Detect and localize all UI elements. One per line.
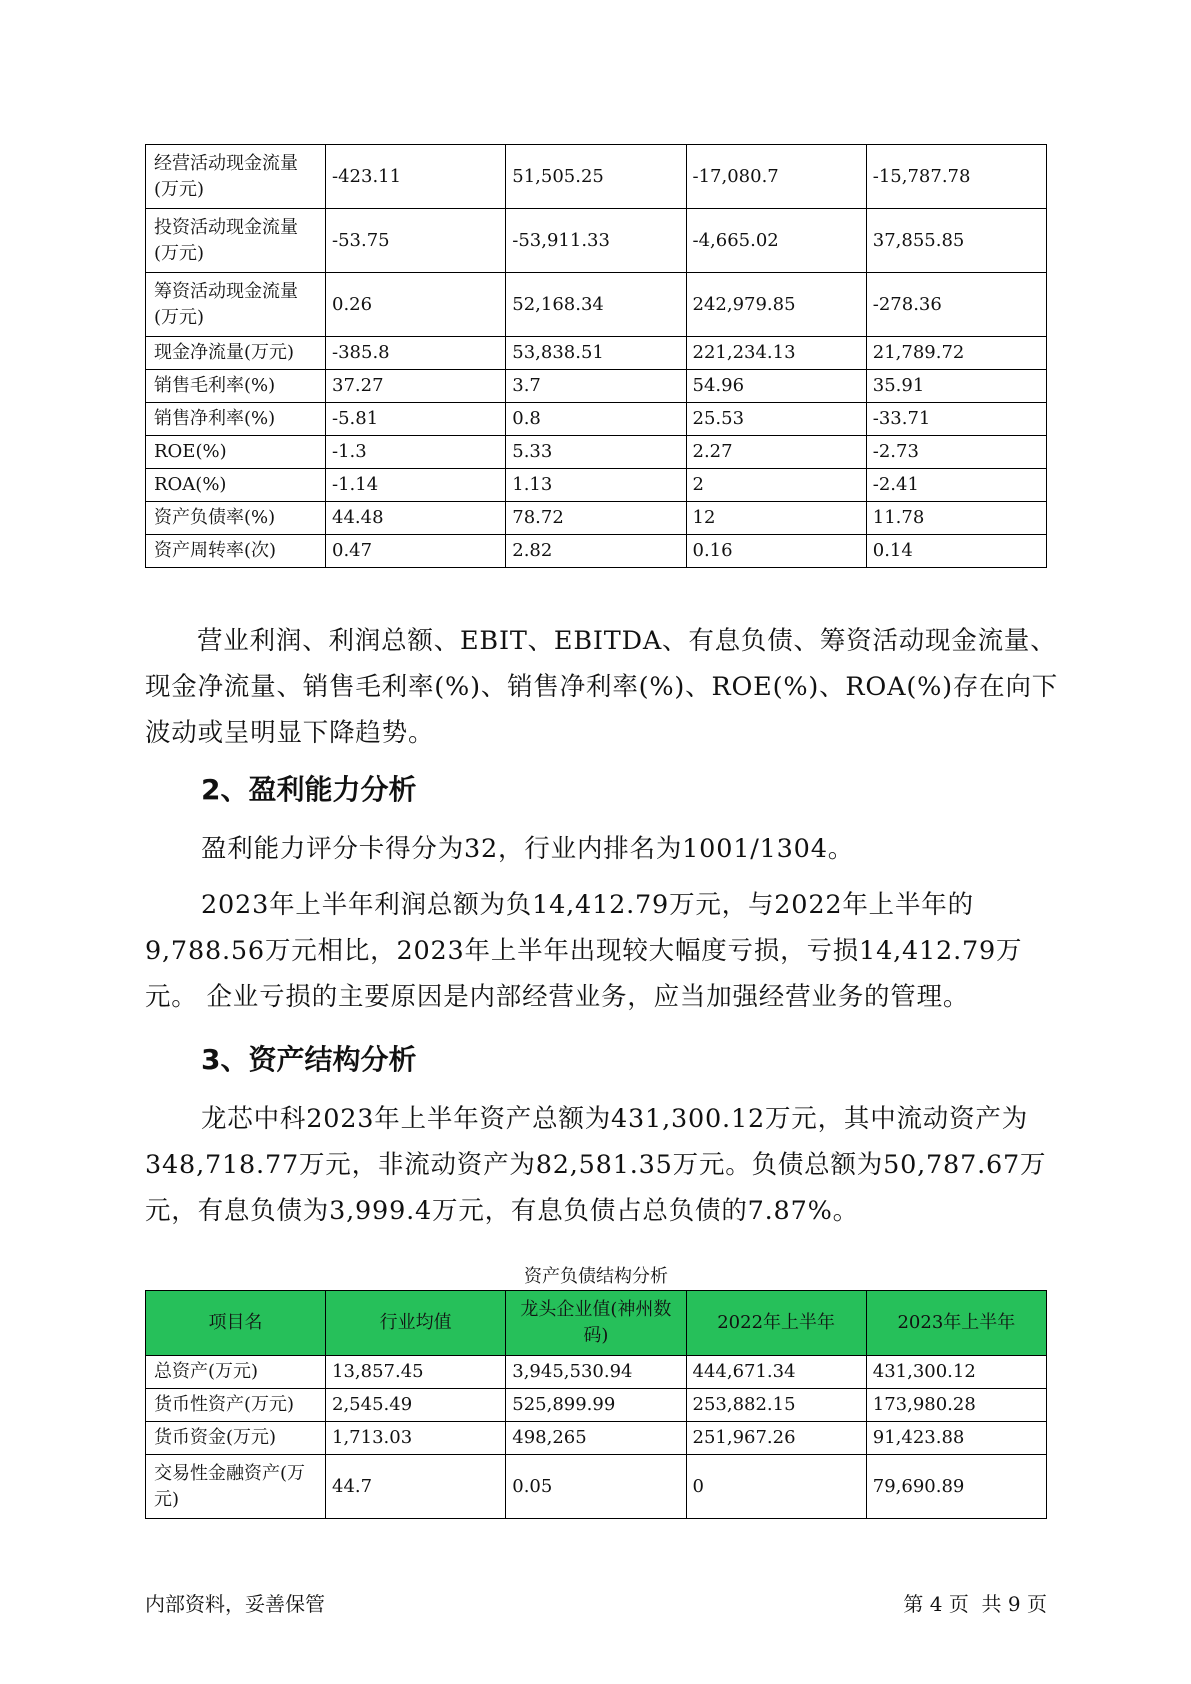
table-cell: 525,899.99 bbox=[506, 1389, 686, 1422]
table-cell: 13,857.45 bbox=[326, 1356, 506, 1389]
footer-confidential-note: 内部资料，妥善保管 bbox=[145, 1592, 325, 1616]
table-cell: 0.05 bbox=[506, 1455, 686, 1519]
table-cell: -5.81 bbox=[326, 403, 506, 436]
section-heading-asset-structure: 3、资产结构分析 bbox=[201, 1043, 417, 1076]
table-cell: -385.8 bbox=[326, 337, 506, 370]
row-label: 销售净利率(%) bbox=[146, 403, 326, 436]
table-header-row bbox=[146, 1291, 1047, 1356]
row-label: 交易性金融资产(万元) bbox=[146, 1455, 326, 1519]
footer-page-number: 第 4 页 共 9 页 bbox=[903, 1592, 1047, 1616]
table-cell: 35.91 bbox=[866, 370, 1046, 403]
row-label: 经营活动现金流量(万元) bbox=[146, 145, 326, 209]
table-cell: 5.33 bbox=[506, 436, 686, 469]
row-label: 资产周转率(次) bbox=[146, 535, 326, 568]
table-cell: 0.16 bbox=[686, 535, 866, 568]
table-cell: 51,505.25 bbox=[506, 145, 686, 209]
table-cell: 431,300.12 bbox=[866, 1356, 1046, 1389]
table-caption: 资产负债结构分析 bbox=[524, 1266, 668, 1287]
table-cell: 37,855.85 bbox=[866, 209, 1046, 273]
table-row bbox=[146, 535, 1047, 568]
table-cell: 242,979.85 bbox=[686, 273, 866, 337]
asset-liability-table bbox=[145, 1290, 1047, 1519]
table-cell: 173,980.28 bbox=[866, 1389, 1046, 1422]
table-cell: 11.78 bbox=[866, 502, 1046, 535]
table-cell: 37.27 bbox=[326, 370, 506, 403]
table-cell: 253,882.15 bbox=[686, 1389, 866, 1422]
table-cell: -423.11 bbox=[326, 145, 506, 209]
table-cell: 1,713.03 bbox=[326, 1422, 506, 1455]
row-label: ROA(%) bbox=[146, 469, 326, 502]
table-cell: 25.53 bbox=[686, 403, 866, 436]
table-cell: 52,168.34 bbox=[506, 273, 686, 337]
table-cell: 79,690.89 bbox=[866, 1455, 1046, 1519]
table-row bbox=[146, 273, 1047, 337]
table-cell: 91,423.88 bbox=[866, 1422, 1046, 1455]
row-label: 总资产(万元) bbox=[146, 1356, 326, 1389]
table-row bbox=[146, 502, 1047, 535]
table-cell: 78.72 bbox=[506, 502, 686, 535]
table-cell: 0.8 bbox=[506, 403, 686, 436]
table-cell: 3.7 bbox=[506, 370, 686, 403]
table-row bbox=[146, 337, 1047, 370]
table-cell: -2.41 bbox=[866, 469, 1046, 502]
table-row bbox=[146, 1389, 1047, 1422]
section-heading-profitability: 2、盈利能力分析 bbox=[201, 773, 417, 806]
table-cell: 1.13 bbox=[506, 469, 686, 502]
table-cell: 0 bbox=[686, 1455, 866, 1519]
table-cell: 498,265 bbox=[506, 1422, 686, 1455]
table-row bbox=[146, 436, 1047, 469]
table-cell: 2.27 bbox=[686, 436, 866, 469]
table-cell: -53.75 bbox=[326, 209, 506, 273]
row-label: ROE(%) bbox=[146, 436, 326, 469]
row-label: 筹资活动现金流量(万元) bbox=[146, 273, 326, 337]
table-cell: -1.3 bbox=[326, 436, 506, 469]
row-label: 资产负债率(%) bbox=[146, 502, 326, 535]
row-label: 货币性资产(万元) bbox=[146, 1389, 326, 1422]
table-row bbox=[146, 370, 1047, 403]
table-row bbox=[146, 1422, 1047, 1455]
column-header: 龙头企业值(神州数码) bbox=[506, 1291, 686, 1356]
table-row bbox=[146, 1455, 1047, 1519]
table-cell: 0.47 bbox=[326, 535, 506, 568]
table-cell: -53,911.33 bbox=[506, 209, 686, 273]
table-row bbox=[146, 145, 1047, 209]
column-header: 项目名 bbox=[146, 1291, 326, 1356]
column-header: 行业均值 bbox=[326, 1291, 506, 1356]
table-cell: 2,545.49 bbox=[326, 1389, 506, 1422]
table-cell: 251,967.26 bbox=[686, 1422, 866, 1455]
table-cell: 53,838.51 bbox=[506, 337, 686, 370]
table-cell: 2 bbox=[686, 469, 866, 502]
column-header: 2023年上半年 bbox=[866, 1291, 1046, 1356]
row-label: 投资活动现金流量(万元) bbox=[146, 209, 326, 273]
table-cell: -278.36 bbox=[866, 273, 1046, 337]
table-cell: 0.14 bbox=[866, 535, 1046, 568]
row-label: 销售毛利率(%) bbox=[146, 370, 326, 403]
trend-paragraph: 营业利润、利润总额、EBIT、EBITDA、有息负债、筹资活动现金流量、现金净流量、销售毛利率(%)、销售净利率(%)、ROE(%)、ROA(%)存在向下波动或呈明显下降趋势。 bbox=[145, 626, 1059, 748]
table-cell: 12 bbox=[686, 502, 866, 535]
table-cell: -17,080.7 bbox=[686, 145, 866, 209]
table-cell: -4,665.02 bbox=[686, 209, 866, 273]
table-row bbox=[146, 1356, 1047, 1389]
row-label: 现金净流量(万元) bbox=[146, 337, 326, 370]
row-label: 货币资金(万元) bbox=[146, 1422, 326, 1455]
table-cell: -1.14 bbox=[326, 469, 506, 502]
cashflow-ratio-table bbox=[145, 144, 1047, 568]
table-cell: 0.26 bbox=[326, 273, 506, 337]
column-header: 2022年上半年 bbox=[686, 1291, 866, 1356]
table-cell: 444,671.34 bbox=[686, 1356, 866, 1389]
table-cell: 44.48 bbox=[326, 502, 506, 535]
asset-paragraph: 龙芯中科2023年上半年资产总额为431,300.12万元，其中流动资产为348,718.77万元，非流动资产为82,581.35万元。负债总额为50,787.67万元，有息负债为3,999.4万元，有息负债占总负债的7.87%。 bbox=[145, 1104, 1047, 1226]
scorecard-paragraph: 盈利能力评分卡得分为32，行业内排名为1001/1304。 bbox=[201, 834, 855, 864]
table-cell: -2.73 bbox=[866, 436, 1046, 469]
table-cell: 3,945,530.94 bbox=[506, 1356, 686, 1389]
table-cell: 44.7 bbox=[326, 1455, 506, 1519]
table-row bbox=[146, 209, 1047, 273]
table-cell: 221,234.13 bbox=[686, 337, 866, 370]
table-row bbox=[146, 469, 1047, 502]
table-cell: 2.82 bbox=[506, 535, 686, 568]
table-cell: 54.96 bbox=[686, 370, 866, 403]
profit-paragraph: 2023年上半年利润总额为负14,412.79万元，与2022年上半年的9,788.56万元相比，2023年上半年出现较大幅度亏损，亏损14,412.79万元。 企业亏损的主要原因是内部经营业务，应当加强经营业务的管理。 bbox=[145, 890, 1023, 1012]
table-cell: 21,789.72 bbox=[866, 337, 1046, 370]
table-cell: -15,787.78 bbox=[866, 145, 1046, 209]
table-cell: -33.71 bbox=[866, 403, 1046, 436]
table-row bbox=[146, 403, 1047, 436]
